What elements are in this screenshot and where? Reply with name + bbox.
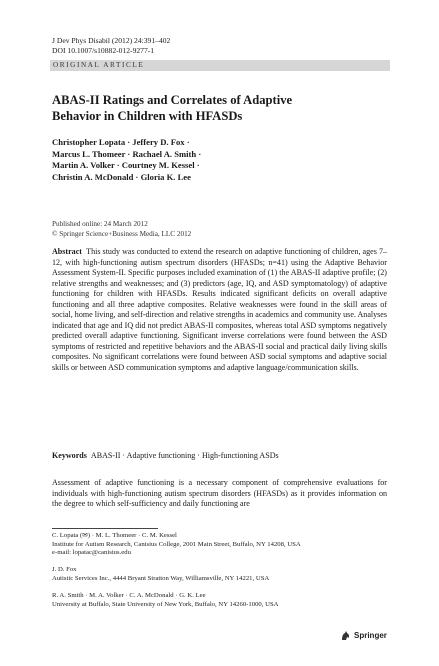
footnote-affiliation-3: [52, 592, 392, 609]
footnote-email[interactable]: e-mail: lopatac@canisius.edu: [52, 549, 131, 557]
published-date: Published online: 24 March 2012: [52, 220, 148, 228]
footnote-address: University at Buffalo, State University of New York, Buffalo, NY 14260-1000, USA: [52, 600, 279, 608]
publication-info: [52, 220, 191, 239]
springer-wordmark: Springer: [354, 631, 387, 640]
abstract: [52, 247, 387, 373]
abstract-text: This study was conducted to extend the research on adaptive functioning of children, ages 7–12, with high-functioning autism spectrum disorders (HFASDs; n=41) using the Adaptive Behavior Assessment System-II. Specific purposes included examination of (1) the ABAS-II adaptive profile; (2) relative strengths and weaknesses; and (3) predictors (age, IQ, and ASD symptomatology) of adaptive functioning for children with HFASDs. Results indicated significant deficits on overall adaptive functioning and all three adaptive composites. Relative weaknesses were found in the skill areas of social, home living, and self-direction and relative strengths in academics and community use. Analyses indicated that age and IQ did not predict ABAS-II composites, whereas total ASD symptoms negatively predicted overall adaptive functioning. Significant inverse correlations were found between the ASD symptoms of restricted and repetitive behaviors and the ABAS-II social and practical daily living skills composites. No significant correlations were found between ASD social symptoms and adaptive social skills or between ASD communication symptoms and adaptive language/communication skills.: [52, 247, 388, 372]
journal-citation: J Dev Phys Disabil (2012) 24:391–402: [52, 36, 171, 45]
title-line: ABAS-II Ratings and Correlates of Adaptive: [52, 93, 293, 107]
footnote-rule: [52, 528, 158, 529]
footnote-affiliation-1: [52, 532, 392, 558]
abstract-heading: Abstract: [52, 247, 82, 256]
footnote-names: R. A. Smith · M. A. Volker · C. A. McDonald · G. K. Lee: [52, 592, 206, 599]
footnote-address: Institute for Autism Research, Canisius College, 2001 Main Street, Buffalo, NY 14208, USA: [52, 540, 301, 548]
author-list: [52, 137, 392, 183]
author-line: Martin A. Volker · Courtney M. Kessel ·: [52, 160, 200, 170]
title-line: Behavior in Children with HFASDs: [52, 109, 243, 123]
copyright-notice: © Springer Science+Business Media, LLC 2012: [52, 229, 192, 238]
springer-horse-icon: [340, 630, 351, 641]
footnote-names: J. D. Fox: [52, 566, 77, 573]
footnote-address: Autistic Services Inc., 4444 Bryant Stratton Way, Williamsville, NY 14221, USA: [52, 574, 270, 582]
keywords: [52, 451, 387, 462]
article-type-banner: [50, 60, 390, 71]
author-line: Christopher Lopata · Jeffery D. Fox ·: [52, 137, 190, 147]
intro-paragraph: Assessment of adaptive functioning is a necessary component of comprehensive evaluations for individuals with high-functioning autism spectrum disorders (HFASDs) as it provides information on the degree to which self-sufficiency and daily functioning are: [52, 478, 387, 508]
doi[interactable]: DOI 10.1007/s10882-012-9277-1: [52, 46, 155, 55]
article-type: ORIGINAL ARTICLE: [53, 61, 145, 69]
footnote-affiliation-2: [52, 566, 392, 583]
keywords-text: ABAS-II · Adaptive functioning · High-functioning ASDs: [90, 451, 279, 460]
author-line: Christin A. McDonald · Gloria K. Lee: [52, 171, 191, 182]
author-line: Marcus L. Thomeer · Rachael A. Smith ·: [52, 148, 202, 159]
springer-logo: [340, 630, 387, 641]
keywords-heading: Keywords: [52, 451, 87, 460]
footnote-names: C. Lopata (✉) · M. L. Thomeer · C. M. Kessel: [52, 532, 177, 539]
article-title: [52, 92, 392, 124]
journal-header: [52, 36, 170, 56]
